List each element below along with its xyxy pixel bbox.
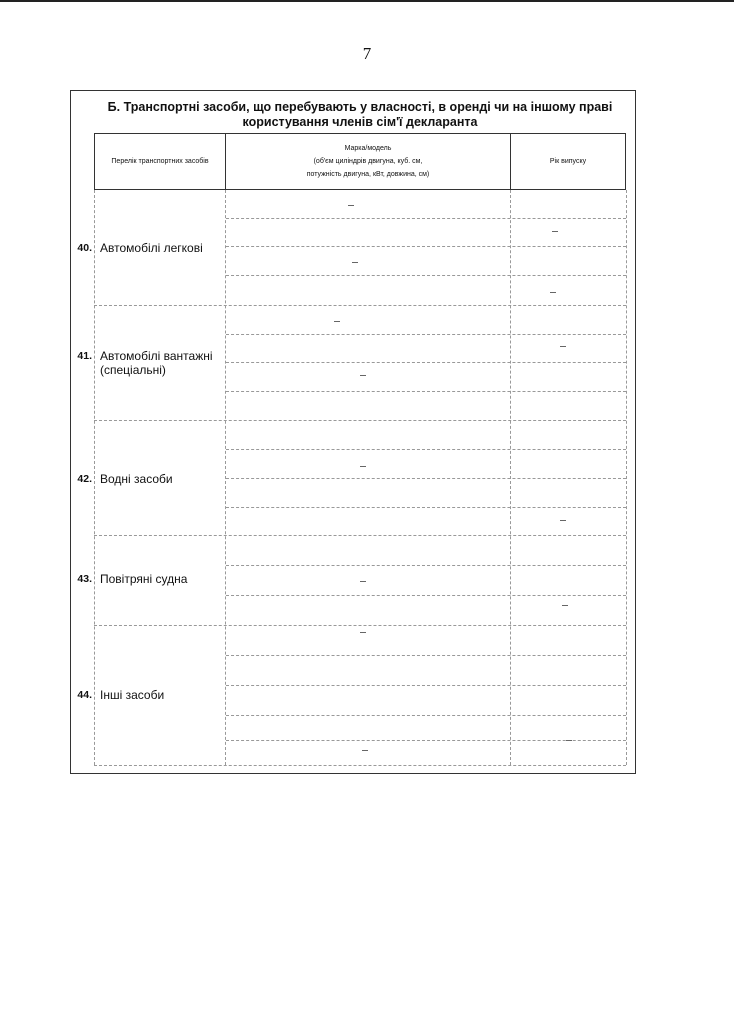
entry-line (226, 715, 626, 716)
blank-dash (550, 292, 556, 293)
blank-dash (334, 321, 340, 322)
blank-dash (560, 346, 566, 347)
row-number-44: 44. (77, 689, 92, 701)
blank-dash (360, 466, 366, 467)
header-model (225, 133, 511, 190)
form-frame (70, 90, 636, 774)
header-list-label: Перелік транспортних засобів (111, 158, 209, 165)
section-title-line1: Б. Транспортні засоби, що перебувають у власності, в оренді чи на іншому праві (107, 100, 613, 114)
entry-line (226, 478, 626, 479)
row-number-43: 43. (77, 573, 92, 585)
row-label-trucks: Автомобілі вантажні (спеціальні) (100, 349, 213, 377)
blank-dash (360, 375, 366, 376)
entry-line (226, 595, 626, 596)
row-label-other: Інші засоби (100, 688, 165, 702)
entry-line (226, 685, 626, 686)
blank-dash (552, 231, 558, 232)
blank-dash (360, 581, 366, 582)
entry-line (226, 275, 626, 276)
entry-line (226, 218, 626, 219)
group-separator (94, 420, 626, 421)
page-top-rule (0, 0, 734, 2)
blank-dash (360, 632, 366, 633)
table-bottom (94, 765, 626, 766)
group-separator (94, 535, 626, 536)
row-number-40: 40. (77, 242, 92, 254)
header-year (510, 133, 626, 190)
entry-line (226, 565, 626, 566)
section-title (94, 100, 626, 130)
entry-line (226, 655, 626, 656)
entry-line (226, 507, 626, 508)
header-list (94, 133, 226, 190)
header-model-line1: Марка/модель (344, 145, 392, 152)
row-number-41: 41. (77, 350, 92, 362)
header-model-line2: (об'єм циліндрів двигуна, куб. см, (313, 158, 423, 165)
group-separator (94, 305, 626, 306)
entry-line (226, 391, 626, 392)
blank-dash (566, 740, 572, 741)
entry-line (226, 362, 626, 363)
entry-line (226, 334, 626, 335)
header-model-line3: потужність двигуна, кВт, довжина, см) (306, 171, 430, 178)
blank-dash (348, 205, 354, 206)
entry-line (226, 246, 626, 247)
divider-left (94, 190, 95, 765)
blank-dash (362, 750, 368, 751)
row-label-aircraft: Повітряні судна (100, 572, 188, 586)
row-label-cars: Автомобілі легкові (100, 241, 203, 255)
entry-line (226, 449, 626, 450)
row-label-water: Водні засоби (100, 472, 173, 486)
blank-dash (562, 605, 568, 606)
row-number-42: 42. (77, 473, 92, 485)
blank-dash (352, 262, 358, 263)
blank-dash (560, 520, 566, 521)
divider-right (626, 190, 627, 765)
group-separator (94, 625, 626, 626)
section-title-line2: користування членів сім'ї декларанта (242, 115, 478, 129)
page-number: 7 (362, 44, 372, 63)
header-year-label: Рік випуску (549, 158, 587, 165)
